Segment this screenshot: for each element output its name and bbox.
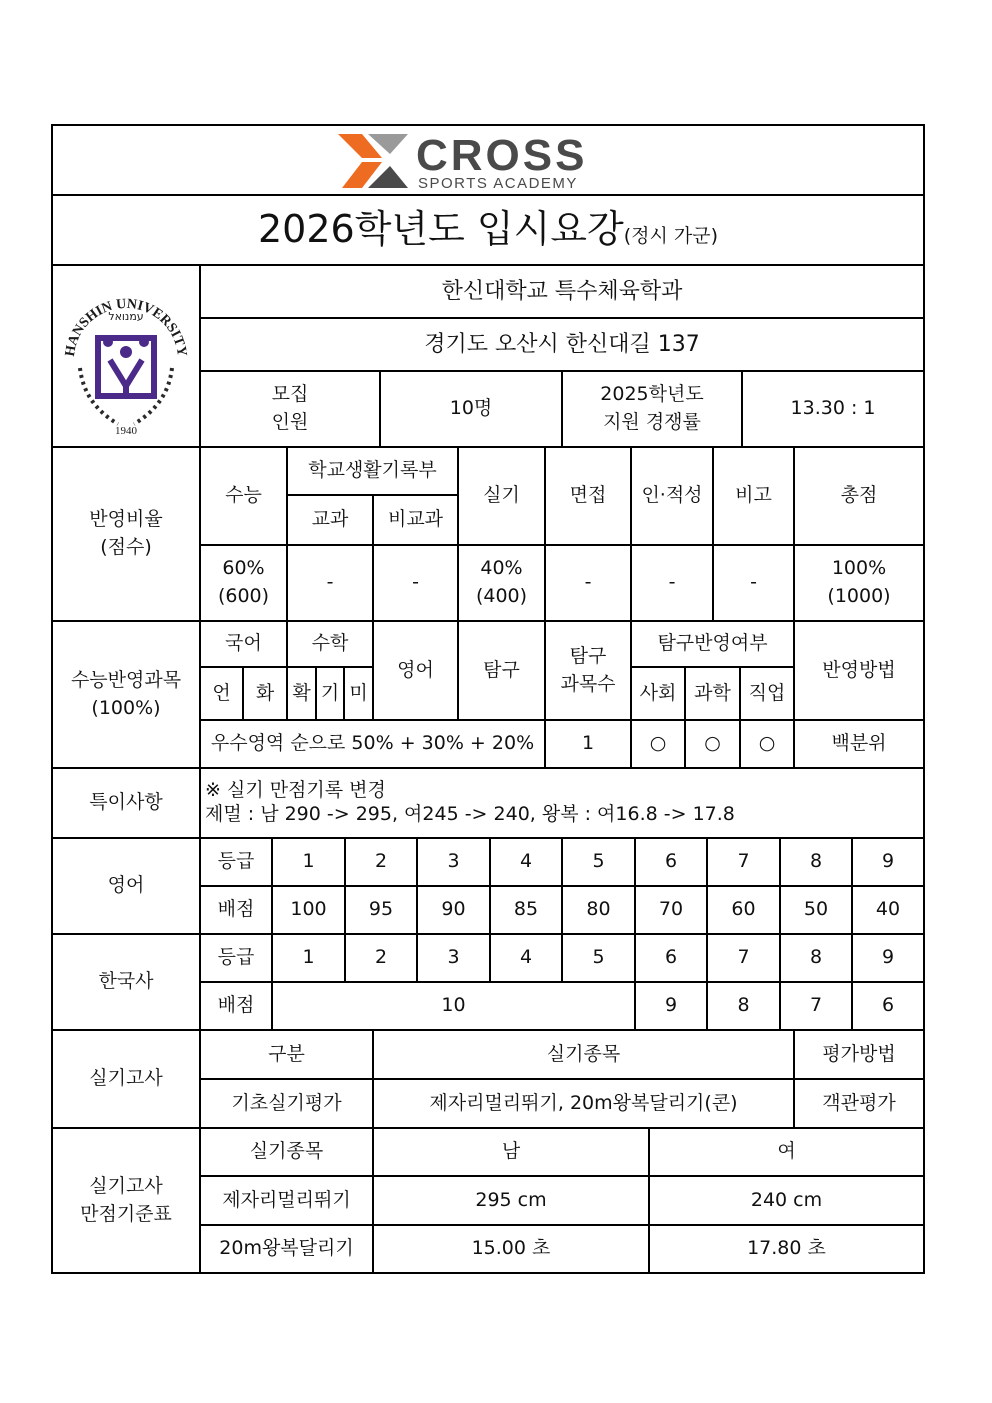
cross-logo xyxy=(338,128,638,192)
english-score-cell: 90 xyxy=(417,886,490,934)
standard-male-header: 남 xyxy=(373,1128,649,1176)
history-grade-cell: 9 xyxy=(852,934,925,982)
english-grade-cell: 7 xyxy=(707,838,780,886)
subjects-count-value: 1 xyxy=(545,720,631,768)
subjects-korean-header: 국어 xyxy=(200,621,287,667)
subjects-vocational-value: ○ xyxy=(740,720,794,768)
ratio-suneung-value: 60% (600) xyxy=(200,545,287,621)
subjects-inquiry-count-header: 탐구 과목수 xyxy=(545,621,631,720)
english-score-cell: 60 xyxy=(707,886,780,934)
ratio-other-header: 비고 xyxy=(713,447,794,545)
exam-category-value: 기초실기평가 xyxy=(200,1079,373,1128)
page-title: 2026학년도 입시요강 xyxy=(257,207,624,252)
recruit-value: 10명 xyxy=(380,371,562,447)
english-grade-cell: 2 xyxy=(345,838,417,886)
standard-event-header: 실기종목 xyxy=(200,1128,373,1176)
ratio-non-subject-value: - xyxy=(373,545,458,621)
subjects-social-value: ○ xyxy=(631,720,685,768)
ratio-aptitude-header: 인·적성 xyxy=(631,447,713,545)
university-address: 경기도 오산시 한신대길 137 xyxy=(200,318,925,371)
title-cell xyxy=(51,195,925,265)
brand-tagline: SPORTS ACADEMY xyxy=(418,175,578,192)
page-title-suffix: (정시 가군) xyxy=(623,225,719,248)
english-grade-cell: 1 xyxy=(272,838,345,886)
subjects-science-value: ○ xyxy=(685,720,740,768)
english-grade-cell: 5 xyxy=(562,838,635,886)
exam-method-header: 평가방법 xyxy=(794,1030,925,1079)
subjects-method-header: 반영방법 xyxy=(794,621,925,720)
ratio-aptitude-value: - xyxy=(631,545,713,621)
subjects-english-header: 영어 xyxy=(373,621,458,720)
history-grade-cell: 4 xyxy=(490,934,562,982)
standard-label: 실기고사 만점기준표 xyxy=(51,1128,200,1274)
ratio-practical-header: 실기 xyxy=(458,447,545,545)
notes-content xyxy=(200,768,925,838)
english-score-cell: 80 xyxy=(562,886,635,934)
english-grade-cell: 3 xyxy=(417,838,490,886)
exam-category-header: 구분 xyxy=(200,1030,373,1079)
ratio-total-header: 총점 xyxy=(794,447,925,545)
logo-cell xyxy=(51,124,925,195)
history-grade-cell: 1 xyxy=(272,934,345,982)
ratio-suneung-header: 수능 xyxy=(200,447,287,545)
english-score-cell: 40 xyxy=(852,886,925,934)
standard-row-female: 17.80 초 xyxy=(649,1225,925,1274)
exam-method-value: 객관평가 xyxy=(794,1079,925,1128)
ratio-interview-header: 면접 xyxy=(545,447,631,545)
history-grade-cell: 7 xyxy=(707,934,780,982)
english-grade-cell: 4 xyxy=(490,838,562,886)
history-grade-cell: 8 xyxy=(780,934,852,982)
subjects-math-header: 수학 xyxy=(287,621,373,667)
emblem-ring-text: HANSHIN UNIVERSITY xyxy=(62,296,190,358)
subjects-method-value: 백분위 xyxy=(794,720,925,768)
exam-label: 실기고사 xyxy=(51,1030,200,1128)
history-score-cell: 7 xyxy=(780,982,852,1030)
history-score-merged: 10 xyxy=(272,982,635,1030)
notes-line-1: ※ 실기 만점기록 변경 xyxy=(205,779,386,802)
english-grade-cell: 6 xyxy=(635,838,707,886)
standard-row-event: 20m왕복달리기 xyxy=(200,1225,373,1274)
hanshin-emblem xyxy=(60,268,192,444)
standard-row-male: 295 cm xyxy=(373,1176,649,1225)
subjects-vocational: 직업 xyxy=(740,667,794,720)
standard-row-male: 15.00 초 xyxy=(373,1225,649,1274)
subjects-social: 사회 xyxy=(631,667,685,720)
subjects-math-3: 미 xyxy=(344,667,373,720)
emblem-cell xyxy=(51,265,200,447)
history-grade-cell: 6 xyxy=(635,934,707,982)
subjects-korean-2: 화 xyxy=(243,667,287,720)
english-score-cell: 85 xyxy=(490,886,562,934)
history-score-label: 배점 xyxy=(200,982,272,1030)
history-label: 한국사 xyxy=(51,934,200,1030)
english-label: 영어 xyxy=(51,838,200,934)
ratio-total-value: 100% (1000) xyxy=(794,545,925,621)
university-name: 한신대학교 특수체육학과 xyxy=(200,265,925,318)
english-score-cell: 100 xyxy=(272,886,345,934)
exam-events-value: 제자리멀리뛰기, 20m왕복달리기(콘) xyxy=(373,1079,794,1128)
competition-label: 2025학년도 지원 경쟁률 xyxy=(562,371,742,447)
ratio-school-record-header: 학교생활기록부 xyxy=(287,447,458,495)
subjects-math-1: 확 xyxy=(287,667,316,720)
ratio-subject-header: 교과 xyxy=(287,495,373,545)
english-score-cell: 70 xyxy=(635,886,707,934)
ratio-subject-value: - xyxy=(287,545,373,621)
emblem-hebrew: עמנואל xyxy=(108,310,144,323)
history-score-cell: 6 xyxy=(852,982,925,1030)
subjects-inquiry-reflect-header: 탐구반영여부 xyxy=(631,621,794,667)
standard-female-header: 여 xyxy=(649,1128,925,1176)
competition-value: 13.30 : 1 xyxy=(742,371,925,447)
english-score-cell: 50 xyxy=(780,886,852,934)
history-score-cell: 8 xyxy=(707,982,780,1030)
recruit-label: 모집 인원 xyxy=(200,371,380,447)
subjects-description: 우수영역 순으로 50% + 30% + 20% xyxy=(200,720,545,768)
english-grade-label: 등급 xyxy=(200,838,272,886)
subjects-korean-1: 언 xyxy=(200,667,243,720)
subjects-science: 과학 xyxy=(685,667,740,720)
subjects-label: 수능반영과목 (100%) xyxy=(51,621,200,768)
standard-row-event: 제자리멀리뛰기 xyxy=(200,1176,373,1225)
history-grade-label: 등급 xyxy=(200,934,272,982)
emblem-figure xyxy=(98,337,154,396)
subjects-inquiry-header: 탐구 xyxy=(458,621,545,720)
exam-events-header: 실기종목 xyxy=(373,1030,794,1079)
history-grade-cell: 5 xyxy=(562,934,635,982)
history-grade-cell: 3 xyxy=(417,934,490,982)
history-score-cell: 9 xyxy=(635,982,707,1030)
history-grade-cell: 2 xyxy=(345,934,417,982)
brand-text: CROSS xyxy=(416,131,588,180)
notes-line-2: 제멀 : 남 290 -> 295, 여245 -> 240, 왕복 : 여16.8 -> 17.8 xyxy=(205,803,735,825)
notes-label: 특이사항 xyxy=(51,768,200,838)
ratio-interview-value: - xyxy=(545,545,631,621)
english-grade-cell: 9 xyxy=(852,838,925,886)
english-score-cell: 95 xyxy=(345,886,417,934)
ratio-non-subject-header: 비교과 xyxy=(373,495,458,545)
ratio-other-value: - xyxy=(713,545,794,621)
ratio-practical-value: 40% (400) xyxy=(458,545,545,621)
english-grade-cell: 8 xyxy=(780,838,852,886)
emblem-year: 1940 xyxy=(115,425,137,437)
subjects-math-2: 기 xyxy=(316,667,344,720)
ratio-label: 반영비율 (점수) xyxy=(51,447,200,621)
standard-row-female: 240 cm xyxy=(649,1176,925,1225)
english-score-label: 배점 xyxy=(200,886,272,934)
